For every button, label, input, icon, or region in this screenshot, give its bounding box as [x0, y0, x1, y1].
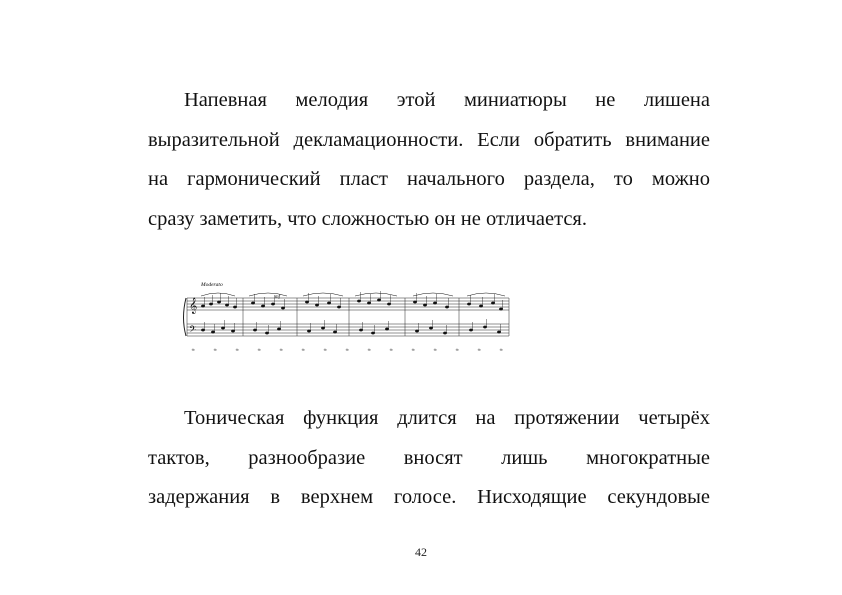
pedal-mark: 𝆮 — [499, 349, 503, 354]
slur — [303, 293, 343, 296]
note-head — [423, 304, 427, 307]
note-head — [443, 332, 447, 335]
text-line: Тоническая функция длится на протяжении четырёх — [184, 407, 710, 429]
bass-clef: 𝄢 — [189, 324, 197, 337]
note-head — [491, 302, 495, 305]
note-head — [415, 330, 419, 333]
text-line: тактов, разнообразие вносят лишь многократные — [148, 446, 710, 469]
note-head — [413, 301, 417, 304]
note-head — [479, 305, 483, 308]
note-head — [233, 306, 237, 309]
pedal-mark: 𝆮 — [433, 349, 437, 354]
tempo-marking: Moderato — [201, 282, 223, 288]
note-head — [387, 303, 391, 306]
pedal-mark: 𝆮 — [367, 349, 371, 354]
note-head — [445, 306, 449, 309]
note-head — [281, 307, 285, 310]
note-head — [469, 329, 473, 332]
note-head — [367, 302, 371, 305]
pedal-mark: 𝆮 — [323, 349, 327, 354]
note-head — [333, 331, 337, 334]
pedal-mark: 𝆮 — [477, 349, 481, 354]
pedal-mark: 𝆮 — [257, 349, 261, 354]
pedal-mark: 𝆮 — [191, 349, 195, 354]
pedal-mark: 𝆮 — [455, 349, 459, 354]
note-head — [211, 331, 215, 334]
text-line: выразительной декламационности. Если обратить внимание — [148, 128, 710, 151]
note-head — [359, 329, 363, 332]
text-line: сразу заметить, что сложностью он не отличается. — [148, 207, 587, 230]
note-head — [251, 302, 255, 305]
note-head — [253, 329, 257, 332]
note-head — [225, 304, 229, 307]
note-head — [327, 302, 331, 305]
note-head — [377, 299, 381, 302]
note-head — [337, 306, 341, 309]
note-head — [265, 332, 269, 335]
note-head — [201, 305, 205, 308]
note-head — [201, 329, 205, 332]
note-head — [499, 308, 503, 311]
text-line: задержания в верхнем голосе. Нисходящие секундовые — [148, 486, 710, 508]
treble-clef: 𝄞 — [189, 298, 198, 314]
pedal-mark: 𝆮 — [235, 349, 239, 354]
note-head — [221, 327, 225, 330]
pedal-mark: 𝆮 — [345, 349, 349, 354]
slur — [467, 293, 505, 296]
pedal-mark: 𝆮 — [411, 349, 415, 354]
note-head — [483, 326, 487, 329]
pedal-mark: 𝆮 — [279, 349, 283, 354]
note-head — [429, 327, 433, 330]
note-head — [261, 305, 265, 308]
paragraph-1 — [148, 81, 710, 239]
page-number: 42 — [415, 545, 427, 559]
dynamic-marking: mf — [275, 295, 280, 300]
slur — [201, 293, 235, 296]
slur — [413, 293, 453, 296]
note-head — [385, 328, 389, 331]
note-head — [321, 327, 325, 330]
note-head — [371, 332, 375, 335]
note-head — [277, 328, 281, 331]
pedal-mark: 𝆮 — [213, 349, 217, 354]
text-line: на гармонический пласт начального раздела, то можно — [148, 168, 710, 190]
note-head — [217, 301, 221, 304]
note-head — [357, 300, 361, 303]
paragraph-2 — [148, 399, 710, 518]
text-line: Напевная мелодия этой миниатюры не лишена — [184, 89, 710, 111]
note-head — [433, 302, 437, 305]
note-head — [231, 330, 235, 333]
pedal-mark: 𝆮 — [301, 349, 305, 354]
pedal-mark: 𝆮 — [389, 349, 393, 354]
note-head — [307, 330, 311, 333]
note-head — [209, 303, 213, 306]
note-head — [271, 303, 275, 306]
note-head — [315, 304, 319, 307]
music-score-excerpt — [183, 276, 511, 360]
brace — [184, 298, 187, 336]
note-head — [497, 331, 501, 334]
note-head — [467, 303, 471, 306]
note-head — [305, 301, 309, 304]
